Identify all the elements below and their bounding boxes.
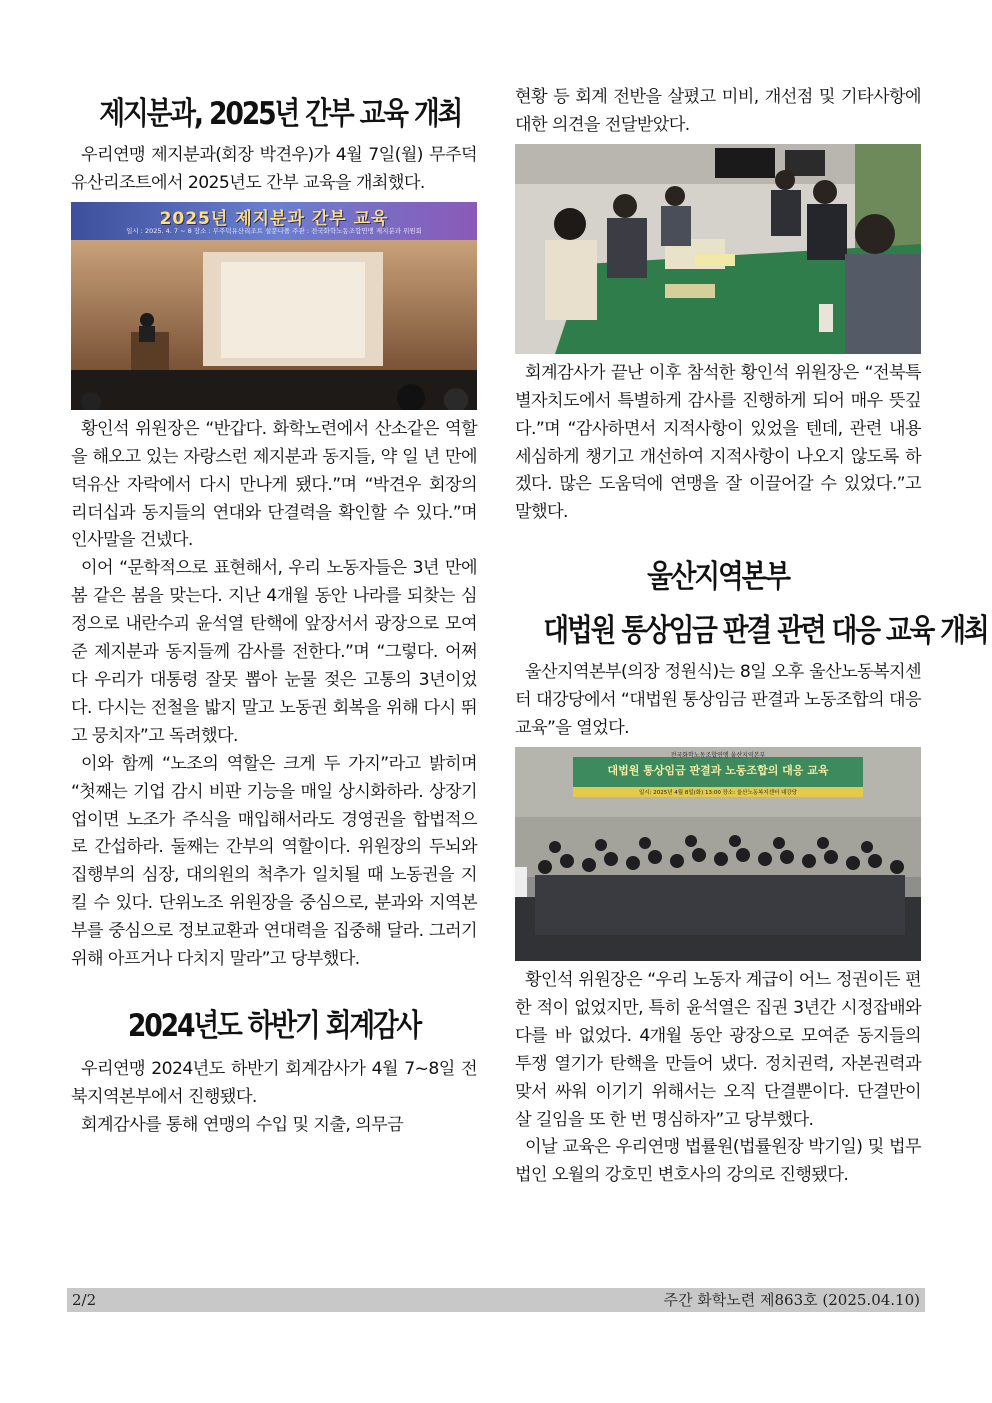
article-3-paragraph-2: 황인석 위원장은 “우리 노동자 계급이 어느 정권이든 편한 적이 없었지만, 특히 윤석열은 집권 3년간 시정잡배와 다를 바 없었다. 4개월 동안 광장으로 모여준 동지들의 투쟁 열기가 탄핵을 만들어 냈다. 정치권력, 자본권력과 맞서 싸워 이기기 위해서는 오직 단결뿐이다. 단결만이 살 길임을 또 한 번 명심하자”고 당부했다. bbox=[515, 969, 921, 1130]
article-2-paragraph-3: 회계감사가 끝난 이후 참석한 황인석 위원장은 “전북특별자치도에서 특별하게 감사를 진행하게 되어 매우 뜻깊다.”며 “감사하면서 지적사항이 있었을 텐데, 관련 내용 세심하게 챙기고 개선하여 지적사항이 나오지 않도록 하겠다. 많은 도움덕에 연맹을 잘 이끌어갈 수 있었다.”고 말했다. bbox=[515, 362, 921, 523]
right-column bbox=[515, 84, 988, 1190]
left-column bbox=[71, 84, 477, 1140]
group-banner-subtitle: 일시: 2025년 4월 8일(화) 13:00 장소: 울산노동복지센터 대강당 bbox=[638, 789, 798, 796]
article-3-title-line-1: 울산지역본부 bbox=[647, 559, 789, 596]
article-1-paragraph-2: 황인석 위원장은 “반갑다. 화학노련에서 산소같은 역할을 해오고 있는 자랑스런 제지분과 동지들, 약 일 년 만에 덕유산 자락에서 다시 만나게 됐다.”며 “박견우 회장의 리더십과 동지들의 연대와 단결력을 확인할 수 있다.”며 인사말을 건넸다. bbox=[71, 418, 477, 551]
group-photo bbox=[515, 747, 921, 961]
article-1-paragraph-1: 우리연맹 제지분과(회장 박견우)가 4월 7일(월) 무주덕유산리조트에서 2025년도 간부 교육을 개최했다. bbox=[71, 145, 477, 193]
group-banner-title: 대법원 통상임금 판결과 노동조합의 대응 교육 bbox=[607, 763, 829, 777]
article-1-paragraph-4: 이와 함께 “노조의 역할은 크게 두 가지”라고 밝히며 “첫째는 기업 감시 비판 기능을 매일 상시화하라. 상장기업이면 노조가 주식을 매입해서라도 경영권을 합법적으로 간섭하라. 둘째는 간부의 역할이다. 위원장의 두뇌와 집행부의 심장, 대의원의 척추가 일치될 때 노동권을 지킬 수 있다. 단위노조 위원장을 중심으로, 분과와 지역본부를 중심으로 정보교환과 연대력을 집중해 달라. 그러기 위해 아프거나 다치지 말라”고 당부했다. bbox=[71, 753, 477, 970]
article-1-paragraph-3: 이어 “문학적으로 표현해서, 우리 노동자들은 3년 만에 봄 같은 봄을 맞는다. 지난 4개월 동안 나라를 되찾는 심정으로 내란수괴 윤석열 탄핵에 앞장서서 광장으로 모여준 제지분과 동지들께 감사를 전한다.”며 “그렇다. 어쩌다 우리가 대통령 잘못 뽑아 눈물 젖은 고통의 3년이었다. 다시는 전철을 밟지 말고 노동권 회복을 위해 다시 뛰고 뭉치자”고 독려했다. bbox=[71, 558, 477, 746]
article-3-paragraph-1: 울산지역본부(의장 정원식)는 8일 오후 울산노동복지센터 대강당에서 “대법원 통상임금 판결과 노동조합의 대응 교육”을 열었다. bbox=[515, 662, 921, 739]
article-2-paragraph-2: 회계감사를 통해 연맹의 수입 및 지출, 의무금 bbox=[81, 1114, 404, 1135]
article-2-paragraph-2-continued: 현황 등 회계 전반을 살폈고 미비, 개선점 및 기타사항에 대한 의견을 전달받았다. bbox=[515, 87, 921, 135]
audit-meeting-photo bbox=[515, 144, 921, 354]
group-banner-top: 전국화학노동조합연맹 울산지역본부 bbox=[670, 751, 766, 759]
banner-title: 2025년 제지분과 간부 교육 bbox=[159, 208, 389, 229]
page-footer bbox=[67, 1288, 925, 1312]
article-3-photo bbox=[515, 747, 921, 961]
article-2-paragraph-1: 우리연맹 2024년도 하반기 회계감사가 4월 7~8일 전북지역본부에서 진행됐다. bbox=[71, 1058, 477, 1107]
article-2-title: 2024년도 하반기 회계감사 bbox=[127, 1007, 421, 1044]
article-3-title-line-2: 대법원 통상임금 판결 관련 대응 교육 개최 bbox=[543, 613, 988, 650]
article-3-paragraph-3: 이날 교육은 우리연맹 법률원(법률원장 박기일) 및 법무법인 오월의 강호민 변호사의 강의로 진행됐다. bbox=[515, 1137, 921, 1186]
article-2-photo bbox=[515, 144, 921, 354]
page-number: 2/2 bbox=[72, 1291, 97, 1309]
article-1-title: 제지분과, 2025년 간부 교육 개최 bbox=[99, 96, 462, 132]
publication-info: 주간 화학노련 제863호 (2025.04.10) bbox=[663, 1291, 920, 1309]
banner-subtitle: 일시 : 2025. 4. 7 ~ 8 장소 : 무주덕유산리조트 설문나폴 주관 : 전국화학노동조합연맹 제지분과 위원회 bbox=[126, 226, 422, 235]
article-1-photo bbox=[71, 202, 477, 410]
